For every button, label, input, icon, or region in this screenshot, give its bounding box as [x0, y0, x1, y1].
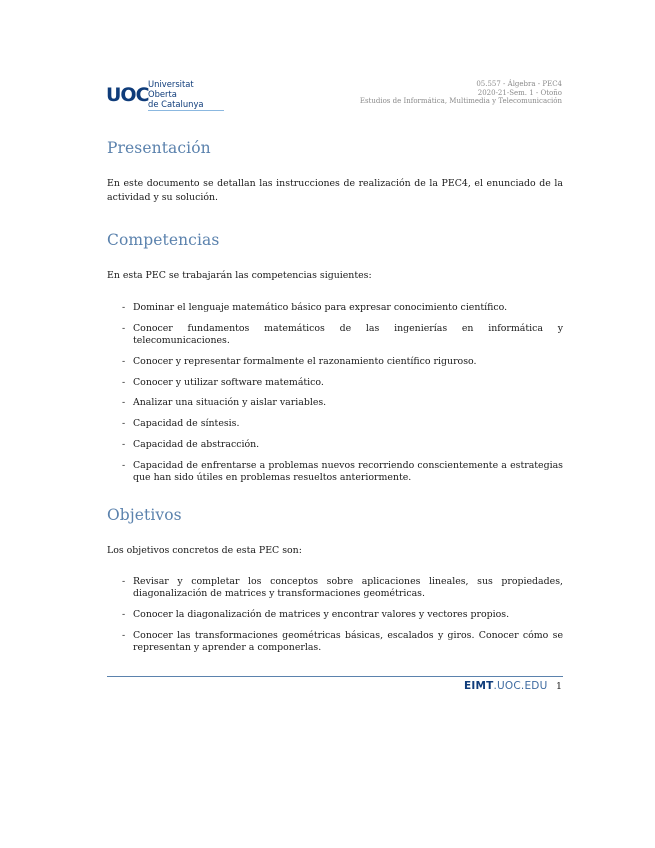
list-item-text: Analizar una situación y aislar variables. — [133, 397, 327, 409]
list-item-text: Conocer fundamentos matemáticos de las ingenierías en informática y telecomunicaciones. — [133, 322, 563, 346]
list-item — [122, 630, 563, 654]
list-dash: - — [122, 459, 126, 471]
list-item-text: Conocer las transformaciones geométricas básicas, escalados y giros. Conocer cómo se representan y aprender a componerlas. — [133, 629, 563, 653]
footer-brand-bold: EIMT — [464, 680, 494, 692]
list-item — [122, 377, 563, 389]
list-item-text: Capacidad de síntesis. — [133, 418, 240, 430]
logo-text — [148, 79, 224, 111]
list-dash: - — [122, 322, 126, 334]
list-item-text: Conocer y representar formalmente el razonamiento científico riguroso. — [133, 355, 477, 367]
list-dash: - — [122, 397, 126, 409]
logo-line-2: de Catalunya — [148, 99, 204, 109]
list-dash: - — [122, 609, 126, 620]
presentacion-text: En este documento se detallan las instrucciones de realización de la PEC4, el enunciado de la actividad y su solución. — [107, 178, 563, 203]
logo-line-1: Universitat Oberta — [148, 79, 194, 99]
logo-mark: UOC — [106, 83, 149, 106]
list-dash: - — [122, 438, 126, 450]
list-item-text: Capacidad de enfrentarse a problemas nuevos recorriendo conscientemente a estrategias que han sido útiles en problemas resueltos anteriormente. — [133, 459, 563, 483]
list-item — [122, 356, 563, 368]
objetivos-intro: Los objetivos concretos de esta PEC son: — [107, 545, 302, 556]
list-item-text: Conocer la diagonalización de matrices y encontrar valores y vectores propios. — [133, 609, 510, 620]
uoc-logo — [106, 80, 224, 110]
header-meta — [360, 80, 562, 106]
footer-divider — [107, 676, 563, 677]
list-dash: - — [122, 576, 126, 587]
section-title-objetivos: Objetivos — [107, 506, 182, 524]
list-item — [122, 439, 563, 451]
section-title-competencias: Competencias — [107, 231, 220, 249]
list-item — [122, 460, 563, 484]
list-item — [122, 397, 563, 409]
list-dash: - — [122, 629, 126, 641]
list-item-text: Revisar y completar los conceptos sobre aplicaciones lineales, sus propiedades, diagonalización de matrices y transformaciones geométricas. — [133, 576, 563, 600]
list-item-text: Dominar el lenguaje matemático básico para expresar conocimiento científico. — [133, 302, 508, 313]
list-item — [122, 576, 563, 600]
list-item-text: Capacidad de abstracción. — [133, 438, 260, 450]
list-item — [122, 302, 563, 314]
studies-name: Estudios de Informática, Multimedia y Telecomunicación — [359, 97, 562, 106]
list-item — [122, 323, 563, 347]
course-code: 05.557 - Álgebra - PEC4 — [476, 80, 562, 88]
footer-brand — [464, 680, 547, 692]
list-dash: - — [122, 418, 126, 430]
list-dash: - — [122, 376, 126, 388]
page-number: 1 — [556, 681, 562, 692]
semester: 2020-21-Sem. 1 - Otoño — [477, 88, 562, 97]
list-item — [122, 418, 563, 430]
competencias-list — [122, 302, 563, 493]
list-dash: - — [122, 355, 126, 367]
footer-brand-rest: .UOC.EDU — [493, 680, 548, 692]
objetivos-list — [122, 576, 563, 663]
competencias-intro: En esta PEC se trabajarán las competencias siguientes: — [107, 270, 372, 281]
list-dash: - — [122, 302, 126, 313]
list-item-text: Conocer y utilizar software matemático. — [133, 376, 324, 388]
section-title-presentacion: Presentación — [107, 139, 211, 157]
list-item — [122, 609, 563, 621]
